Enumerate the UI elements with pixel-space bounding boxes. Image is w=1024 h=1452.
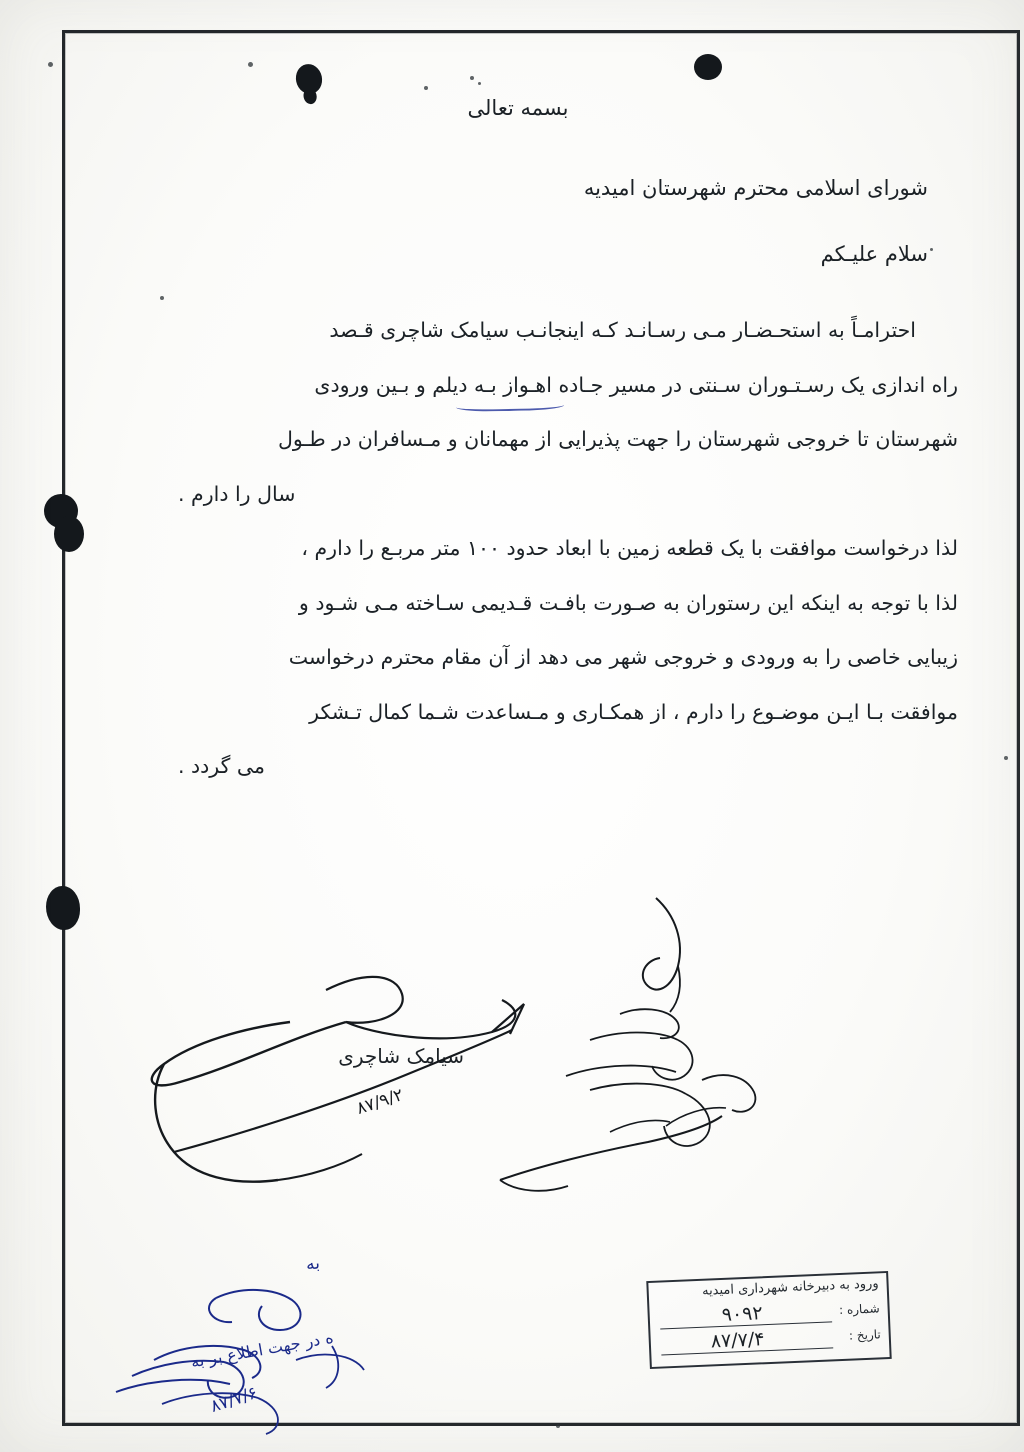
scan-speck: [470, 76, 474, 80]
scan-speck: [248, 62, 253, 67]
stamp-number-value: ۹۰۹۲: [721, 1302, 764, 1326]
stamp-date-label: تاریخ :: [848, 1327, 881, 1343]
ink-blob-icon: [54, 516, 84, 552]
signature-name-label: سیامک شاچری: [338, 1044, 464, 1068]
handwritten-signature-date: ۸۷/۹/۲: [354, 1085, 406, 1119]
paragraph-line: می گردد .: [178, 754, 265, 778]
paragraph-one: [118, 320, 958, 504]
ink-blob-icon: [694, 54, 722, 80]
handwritten-note-bottom: ه در جهت اطلاع بر به: [189, 1327, 335, 1372]
stamp-title: ورود به دبیرخانه شهرداری امیدیه: [701, 1276, 879, 1299]
handwritten-note-date: ۸۷/۷/۶: [208, 1383, 260, 1417]
paragraph-line: احترامـاً به استحـضـار مـی رسـانـد کـه اینجانـب سیامک شاچری قـصد: [329, 318, 916, 342]
letter-body: [118, 96, 958, 811]
basmala-heading: بسمه تعالی: [467, 96, 569, 120]
paragraph-line: لذا با توجه به اینکه این رستوران به صـورت بافـت قـدیمی سـاخته مـی شـود و: [298, 590, 958, 615]
registration-stamp: [646, 1271, 891, 1369]
paragraph-line: زیبایی خاصی را به ورودی و خروجی شهر می دهد از آن مقام محترم درخواست: [288, 645, 958, 669]
scan-speck: [1004, 756, 1008, 760]
paragraph-two: [118, 538, 958, 777]
scan-speck: [478, 82, 481, 85]
paragraph-line: راه اندازی یک رسـتـوران سـنتی در مسیر جـاده اهـواز بـه دیلم و بـین ورودی: [314, 372, 958, 397]
handwritten-routing-note: [470, 880, 770, 1210]
ink-blob-icon: [46, 886, 80, 930]
scan-speck: [424, 86, 428, 90]
paragraph-line: لذا درخواست موافقت با یک قطعه زمین با ابعاد حدود ۱۰۰ متر مربـع را دارم ،: [301, 536, 958, 560]
addressee-line: شورای اسلامی محترم شهرستان امیدیه: [583, 176, 928, 200]
handwritten-note-top: به: [304, 1253, 321, 1275]
greeting-line: سلام علیـکم: [820, 242, 928, 266]
paragraph-line: موافقت بـا ایـن موضـوع را دارم ، از همکـاری و مـساعدت شـما کمال تـشکر: [309, 699, 958, 724]
paragraph-line: شهرستان تا خروجی شهرستان را جهت پذیرایی از مهمانان و مـسافران در طـول: [277, 427, 958, 451]
stamp-date-value: ۸۷/۷/۴: [710, 1328, 765, 1353]
paragraph-line: سال را دارم .: [178, 481, 296, 506]
stamp-number-label: شماره :: [838, 1301, 880, 1318]
scan-speck: [48, 62, 53, 67]
scan-speck: [556, 1424, 560, 1428]
